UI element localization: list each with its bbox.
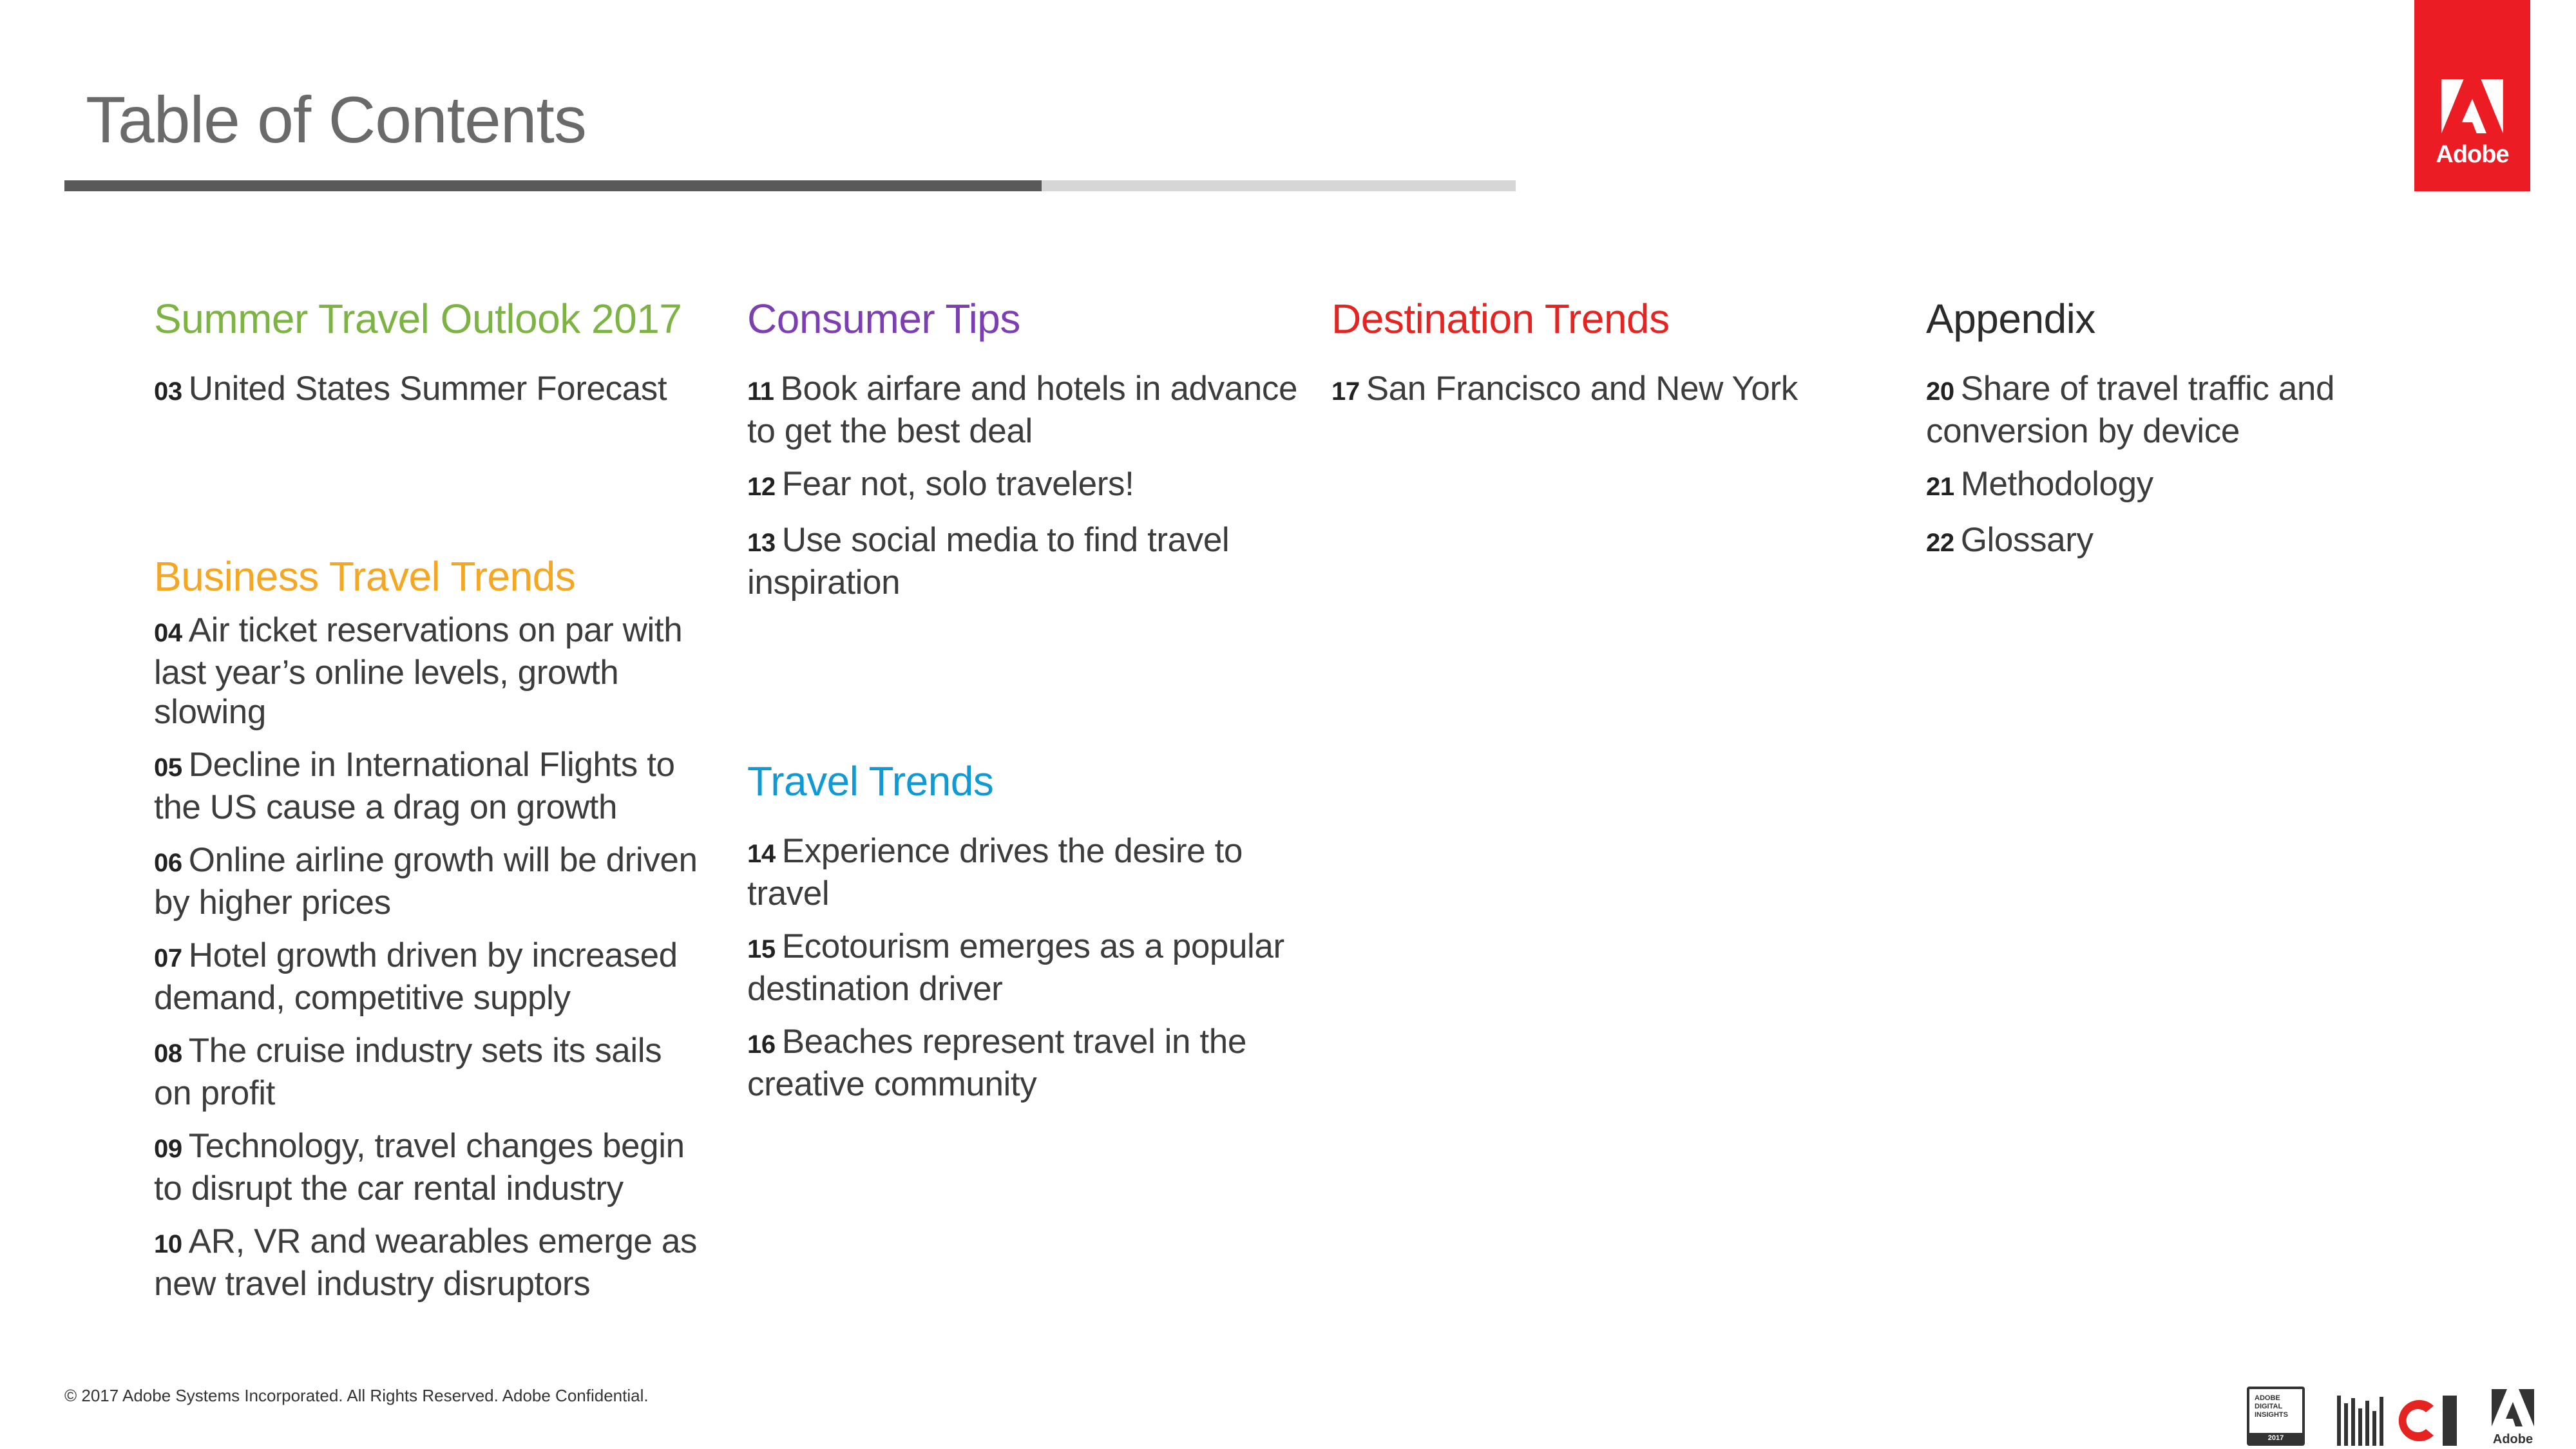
toc-item-number: 22	[1926, 529, 1954, 557]
toc-item-text: Air ticket reservations on par with last year’s online levels, growth slowing	[154, 611, 683, 731]
badge-year: 2017	[2267, 1434, 2284, 1442]
toc-item-text: Experience drives the desire to travel	[747, 832, 1243, 913]
section-items-summer	[154, 369, 708, 412]
toc-item-text: Online airline growth will be driven by higher prices	[154, 841, 698, 922]
toc-item[interactable]	[1331, 369, 1885, 412]
toc-item-number: 16	[747, 1030, 776, 1059]
toc-item-text: Technology, travel changes begin to disrupt the car rental industry	[154, 1127, 685, 1208]
toc-item[interactable]	[1926, 369, 2416, 451]
toc-item-number: 05	[154, 753, 182, 782]
toc-item-number: 09	[154, 1135, 182, 1163]
section-appendix	[1926, 293, 2416, 563]
toc-item[interactable]	[747, 927, 1301, 1009]
column-1	[154, 293, 708, 1303]
section-business	[154, 551, 708, 1317]
section-items-travel	[747, 831, 1301, 1104]
toc-item-number: 06	[154, 849, 182, 877]
section-heading-travel: Travel Trends	[747, 758, 994, 804]
toc-item-text: Use social media to find travel inspiration	[747, 521, 1230, 601]
section-heading-summer: Summer Travel Outlook 2017	[154, 296, 682, 342]
section-summer	[154, 293, 708, 412]
adobe-logo-icon	[2441, 79, 2503, 133]
toc-item-text: United States Summer Forecast	[188, 370, 667, 408]
copyright-footer: © 2017 Adobe Systems Incorporated. All Rights Reserved. Adobe Confidential.	[64, 1386, 649, 1405]
toc-item-number: 10	[154, 1230, 182, 1258]
toc-item[interactable]	[154, 1126, 708, 1208]
toc-item-number: 21	[1926, 473, 1954, 501]
toc-item-text: San Francisco and New York	[1366, 370, 1798, 408]
toc-item[interactable]	[154, 369, 708, 412]
svg-text:Adobe: Adobe	[2492, 1432, 2533, 1446]
toc-item-text: The cruise industry sets its sails on profit	[154, 1032, 662, 1112]
toc-item-number: 04	[154, 619, 182, 647]
toc-item-text: Hotel growth driven by increased demand, competitive supply	[154, 936, 678, 1017]
section-travel	[747, 755, 1301, 1117]
title-underline-light	[1042, 180, 1516, 191]
section-heading-business: Business Travel Trends	[154, 553, 576, 600]
toc-item-text: Glossary	[1960, 521, 2094, 559]
section-heading-appendix: Appendix	[1926, 296, 2095, 342]
toc-item-number: 08	[154, 1039, 182, 1068]
toc-item[interactable]	[1926, 464, 2416, 507]
toc-item-text: AR, VR and wearables emerge as new travel industry disruptors	[154, 1222, 697, 1303]
toc-item[interactable]	[747, 464, 1301, 507]
toc-item[interactable]	[747, 1022, 1301, 1104]
column-4	[1926, 293, 2416, 576]
toc-item-number: 07	[154, 944, 182, 972]
mci-logo-icon	[2337, 1390, 2467, 1448]
badge-year-bar	[2249, 1433, 2302, 1443]
toc-item-text: Fear not, solo travelers!	[781, 465, 1134, 503]
toc-item-text: Ecotourism emerges as a popular destination driver	[747, 927, 1284, 1008]
toc-item[interactable]	[154, 1222, 708, 1303]
toc-item-text: Share of travel traffic and conversion by device	[1926, 370, 2335, 450]
toc-item[interactable]	[154, 745, 708, 827]
toc-item-text: Methodology	[1960, 465, 2153, 503]
section-items-consumer	[747, 369, 1301, 602]
toc-item-number: 11	[747, 377, 774, 406]
toc-item[interactable]	[747, 831, 1301, 913]
toc-item[interactable]	[154, 936, 708, 1018]
toc-item-number: 20	[1926, 377, 1954, 406]
toc-item-number: 14	[747, 840, 776, 868]
toc-item-text: Beaches represent travel in the creative community	[747, 1023, 1246, 1103]
badge-label: ADOBE DIGITAL INSIGHTS	[2255, 1394, 2288, 1419]
toc-item[interactable]	[747, 369, 1301, 451]
column-2	[747, 293, 1301, 1103]
section-heading-destination: Destination Trends	[1331, 296, 1670, 342]
toc-item-text: Decline in International Flights to the US cause a drag on growth	[154, 746, 675, 826]
section-items-appendix	[1926, 369, 2416, 563]
section-items-business	[154, 611, 708, 1303]
toc-item-number: 17	[1331, 377, 1360, 406]
toc-item[interactable]	[1926, 520, 2416, 563]
toc-item-number: 12	[747, 473, 776, 501]
toc-item-text: Book airfare and hotels in advance to get the best deal	[747, 370, 1298, 450]
toc-item-number: 03	[154, 377, 182, 406]
section-consumer	[747, 293, 1301, 602]
section-destination	[1331, 293, 1885, 412]
adobe-logo-small-icon	[2492, 1389, 2534, 1447]
toc-item[interactable]	[154, 840, 708, 922]
title-underline-dark	[64, 180, 1042, 191]
section-heading-consumer: Consumer Tips	[747, 296, 1020, 342]
column-3	[1331, 293, 1885, 425]
toc-item[interactable]	[154, 611, 708, 732]
toc-item-number: 15	[747, 935, 776, 963]
toc-item[interactable]	[747, 520, 1301, 602]
adobe-digital-insights-badge-icon	[2247, 1387, 2305, 1446]
toc-item[interactable]	[154, 1031, 708, 1113]
adobe-brand-tab	[2414, 0, 2530, 191]
section-items-destination	[1331, 369, 1885, 412]
adobe-wordmark: Adobe	[2436, 141, 2509, 168]
toc-item-number: 13	[747, 529, 776, 557]
page-title: Table of Contents	[86, 83, 586, 156]
